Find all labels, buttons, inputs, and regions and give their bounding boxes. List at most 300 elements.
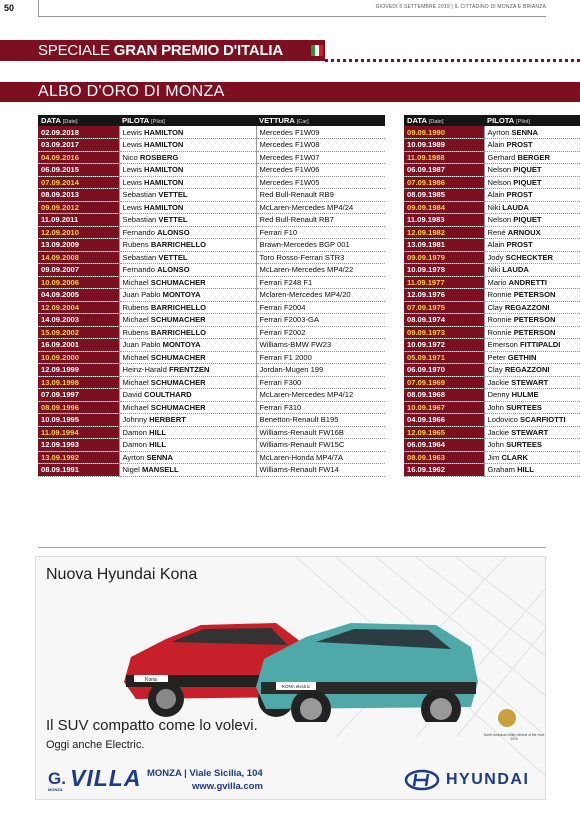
driver-name — [484, 376, 580, 389]
driver-last-name: FRENTZEN — [168, 365, 210, 375]
driver-name — [484, 414, 580, 427]
driver-last-name: PETERSON — [513, 327, 556, 337]
driver-first-name: Alain — [487, 190, 505, 200]
page-header — [0, 0, 580, 26]
car-model: McLaren-Honda MP4/7A — [256, 451, 385, 464]
driver-name — [484, 189, 580, 202]
award-caption: North American Utility Vehicle of the Year 2019 — [484, 733, 544, 741]
driver-last-name: STEWART — [511, 427, 549, 437]
race-date: 09.09.1990 — [404, 126, 484, 139]
table-row — [404, 439, 580, 452]
table-row — [404, 139, 580, 152]
table-row — [404, 301, 580, 314]
driver-name — [119, 464, 256, 477]
hyundai-wordmark: HYUNDAI — [446, 771, 530, 788]
race-date: 10.09.1989 — [404, 139, 484, 152]
driver-last-name: BARRICHELLO — [150, 240, 207, 250]
car-model: Ferrari F1 2000 — [256, 351, 385, 364]
table-row — [404, 189, 580, 202]
driver-name — [119, 126, 256, 139]
driver-name — [119, 414, 256, 427]
driver-first-name: John — [487, 402, 504, 412]
driver-first-name: Lewis — [122, 127, 142, 137]
race-date: 12.09.1982 — [404, 226, 484, 239]
driver-first-name: Alain — [487, 240, 505, 250]
driver-last-name: VETTEL — [158, 190, 188, 200]
driver-last-name: GETHIN — [507, 352, 537, 362]
car-model: Mclaren-Mercedes MP4/20 — [256, 289, 385, 302]
driver-first-name: Rubens — [122, 240, 149, 250]
albo-doro-title: ALBO D'ORO DI MONZA — [38, 83, 225, 100]
driver-last-name: STEWART — [511, 377, 549, 387]
race-date: 10.09.2000 — [38, 351, 119, 364]
table-row — [404, 389, 580, 402]
car-model: Ferrari F248 F1 — [256, 276, 385, 289]
car-model: Williams-Renault FW15C — [256, 439, 385, 452]
table-row — [404, 314, 580, 327]
table-row — [38, 439, 385, 452]
car-model: Ferrari F2002 — [256, 326, 385, 339]
driver-last-name: LAUDA — [502, 265, 529, 275]
table-header-row — [404, 115, 580, 126]
driver-first-name: Nelson — [487, 215, 512, 225]
driver-name — [484, 314, 580, 327]
driver-last-name: BARRICHELLO — [150, 327, 207, 337]
driver-first-name: Fernando — [122, 265, 156, 275]
dealer-g: G. — [48, 769, 66, 788]
driver-last-name: HAMILTON — [144, 202, 184, 212]
driver-last-name: CLARK — [501, 452, 529, 462]
driver-first-name: Niki — [487, 265, 501, 275]
winners-table-right — [404, 115, 580, 477]
driver-first-name: Lewis — [122, 202, 142, 212]
award-badge-icon — [496, 707, 518, 729]
race-date: 08.09.1996 — [38, 401, 119, 414]
page-number: 50 — [4, 3, 15, 13]
car-model: McLaren-Mercedes MP4/24 — [256, 201, 385, 214]
subtitle-banner — [0, 82, 580, 102]
table-row — [404, 414, 580, 427]
driver-name — [119, 364, 256, 377]
driver-name — [119, 351, 256, 364]
driver-first-name: Nigel — [122, 465, 140, 475]
race-date: 09.09.1984 — [404, 201, 484, 214]
driver-last-name: HILL — [149, 427, 166, 437]
driver-last-name: PROST — [506, 240, 533, 250]
table-row — [404, 339, 580, 352]
race-date: 10.09.1972 — [404, 339, 484, 352]
car-model: Red Bull-Renault RB9 — [256, 189, 385, 202]
driver-name — [119, 439, 256, 452]
table-row — [404, 364, 580, 377]
table-row — [38, 389, 385, 402]
italian-flag-icon — [311, 45, 323, 56]
table-row — [404, 214, 580, 227]
race-date: 04.09.2005 — [38, 289, 119, 302]
driver-last-name: PETERSON — [513, 290, 556, 300]
driver-first-name: Alain — [487, 140, 505, 150]
driver-name — [119, 189, 256, 202]
driver-name — [119, 139, 256, 152]
driver-first-name: Sebastian — [122, 190, 157, 200]
table-row — [404, 164, 580, 177]
race-date: 07.09.1975 — [404, 301, 484, 314]
driver-first-name: Denny — [487, 390, 510, 400]
table-row — [38, 176, 385, 189]
race-date: 06.09.1964 — [404, 439, 484, 452]
race-date: 08.09.1974 — [404, 314, 484, 327]
driver-name — [484, 226, 580, 239]
table-row — [38, 201, 385, 214]
table-row — [38, 289, 385, 302]
race-date: 12.09.1965 — [404, 426, 484, 439]
car-model: Mercedes F1W08 — [256, 139, 385, 152]
driver-name — [119, 426, 256, 439]
driver-last-name: SCHUMACHER — [150, 352, 206, 362]
race-date: 14.09.2003 — [38, 314, 119, 327]
pilot-header: PILOTA [Pilot] — [119, 115, 256, 126]
table-row — [38, 251, 385, 264]
driver-name — [119, 389, 256, 402]
driver-last-name: COULTHARD — [144, 390, 192, 400]
car-illustration — [106, 587, 486, 722]
table-row — [38, 189, 385, 202]
driver-name — [119, 164, 256, 177]
driver-last-name: MONTOYA — [162, 290, 201, 300]
table-row — [38, 414, 385, 427]
driver-first-name: Nelson — [487, 165, 512, 175]
driver-first-name: Jim — [487, 452, 500, 462]
table-row — [404, 376, 580, 389]
table-row — [404, 176, 580, 189]
race-date: 12.09.1976 — [404, 289, 484, 302]
driver-first-name: Heinz-Harald — [122, 365, 167, 375]
table-row — [38, 364, 385, 377]
driver-last-name: SCHUMACHER — [150, 377, 206, 387]
dealer-website: www.gvilla.com — [192, 781, 263, 792]
race-date: 06.09.1970 — [404, 364, 484, 377]
table-row — [404, 126, 580, 139]
driver-first-name: Lewis — [122, 165, 142, 175]
section-divider — [38, 547, 546, 548]
driver-name — [484, 464, 580, 477]
driver-last-name: FITTIPALDI — [520, 340, 561, 350]
table-row — [38, 451, 385, 464]
table-row — [38, 214, 385, 227]
driver-last-name: HULME — [511, 390, 539, 400]
driver-name — [484, 389, 580, 402]
dealer-monza: MONZA — [48, 787, 63, 792]
race-date: 07.09.1969 — [404, 376, 484, 389]
driver-first-name: Damon — [122, 440, 147, 450]
table-row — [404, 326, 580, 339]
ad-slogan-electric: Oggi anche Electric. — [46, 739, 145, 751]
car-model: Williams-Renault FW16B — [256, 426, 385, 439]
race-date: 09.09.2007 — [38, 264, 119, 277]
car-model: Mercedes F1W05 — [256, 176, 385, 189]
race-date: 07.09.1986 — [404, 176, 484, 189]
driver-first-name: Sebastian — [122, 252, 157, 262]
driver-name — [119, 251, 256, 264]
table-row — [38, 126, 385, 139]
race-date: 02.09.2018 — [38, 126, 119, 139]
driver-last-name: HAMILTON — [144, 165, 184, 175]
race-date: 13.09.1992 — [38, 451, 119, 464]
driver-first-name: Johnny — [122, 415, 147, 425]
table-row — [404, 289, 580, 302]
race-date: 04.09.1966 — [404, 414, 484, 427]
driver-first-name: Peter — [487, 352, 506, 362]
driver-last-name: SCHUMACHER — [150, 402, 206, 412]
race-date: 12.09.1993 — [38, 439, 119, 452]
driver-name — [484, 451, 580, 464]
date-header: DATA [Date] — [404, 115, 484, 126]
race-date: 08.09.2013 — [38, 189, 119, 202]
race-date: 13.09.1998 — [38, 376, 119, 389]
car-model: Jordan-Mugen 199 — [256, 364, 385, 377]
banner-ticks — [325, 59, 580, 62]
speciale-label: SPECIALE — [38, 42, 110, 59]
driver-name — [484, 326, 580, 339]
driver-first-name: Rubens — [122, 302, 149, 312]
driver-first-name: Ayrton — [487, 127, 510, 137]
driver-name — [484, 139, 580, 152]
driver-name — [119, 239, 256, 252]
race-date: 09.09.1979 — [404, 251, 484, 264]
table-row — [404, 151, 580, 164]
driver-first-name: René — [487, 227, 506, 237]
driver-first-name: Michael — [122, 402, 149, 412]
driver-first-name: Lewis — [122, 140, 142, 150]
race-date: 06.09.1987 — [404, 164, 484, 177]
winners-table-left — [38, 115, 385, 477]
driver-first-name: Lewis — [122, 177, 142, 187]
driver-last-name: ALONSO — [157, 227, 190, 237]
table-row — [38, 239, 385, 252]
driver-last-name: LAUDA — [502, 202, 529, 212]
driver-name — [484, 251, 580, 264]
header-divider — [38, 0, 39, 17]
driver-last-name: SURTEES — [506, 402, 542, 412]
header-meta: GIOVEDÌ 5 SETTEMBRE 2019 | IL CITTADINO DI MONZA E BRIANZA — [375, 4, 546, 10]
driver-last-name: MONTOYA — [162, 340, 201, 350]
table-row — [38, 351, 385, 364]
car-model: Ferrari F2003-GA — [256, 314, 385, 327]
driver-first-name: Ronnie — [487, 327, 512, 337]
hyundai-logo — [404, 769, 544, 791]
driver-first-name: Michael — [122, 377, 149, 387]
driver-first-name: Jackie — [487, 377, 510, 387]
race-date: 05.09.1971 — [404, 351, 484, 364]
race-date: 03.09.2017 — [38, 139, 119, 152]
driver-first-name: Ronnie — [487, 290, 512, 300]
car-model: McLaren-Mercedes MP4/22 — [256, 264, 385, 277]
table-row — [38, 264, 385, 277]
driver-name — [119, 201, 256, 214]
driver-last-name: HAMILTON — [144, 127, 184, 137]
driver-last-name: VETTEL — [158, 215, 188, 225]
driver-last-name: PIQUET — [513, 177, 542, 187]
race-date: 09.09.1973 — [404, 326, 484, 339]
table-row — [38, 426, 385, 439]
driver-name — [119, 339, 256, 352]
car-model: Williams-Renault FW14 — [256, 464, 385, 477]
driver-first-name: David — [122, 390, 142, 400]
table-row — [38, 326, 385, 339]
driver-last-name: SENNA — [511, 127, 539, 137]
race-date: 10.09.1978 — [404, 264, 484, 277]
table-row — [38, 301, 385, 314]
driver-last-name: BARRICHELLO — [150, 302, 207, 312]
car-header: VETTURA [Car] — [256, 115, 385, 126]
driver-first-name: Nico — [122, 152, 138, 162]
hyundai-emblem-icon — [404, 769, 440, 791]
header-rule — [38, 16, 546, 17]
race-date: 12.09.1999 — [38, 364, 119, 377]
ad-slogan: Il SUV compatto come lo volevi. — [46, 717, 258, 734]
table-row — [404, 264, 580, 277]
driver-first-name: Niki — [487, 202, 501, 212]
car-model: Toro Rosso-Ferrari STR3 — [256, 251, 385, 264]
race-date: 10.09.1995 — [38, 414, 119, 427]
race-date: 11.09.1983 — [404, 214, 484, 227]
driver-name — [119, 289, 256, 302]
race-date: 12.09.2010 — [38, 226, 119, 239]
driver-name — [119, 451, 256, 464]
driver-first-name: Fernando — [122, 227, 156, 237]
race-date: 07.09.2014 — [38, 176, 119, 189]
driver-last-name: PROST — [506, 140, 533, 150]
car-model: Brawn-Mercedes BGP 001 — [256, 239, 385, 252]
race-date: 04.09.2016 — [38, 151, 119, 164]
dealer-address: MONZA | Viale Sicilia, 104 — [147, 768, 263, 779]
table-row — [404, 201, 580, 214]
car-model: Ferrari F310 — [256, 401, 385, 414]
driver-last-name: PIQUET — [513, 215, 542, 225]
ad-title: Nuova Hyundai Kona — [46, 566, 198, 583]
table-row — [38, 151, 385, 164]
table-row — [404, 426, 580, 439]
driver-first-name: Clay — [487, 365, 503, 375]
gran-premio-title: GRAN PREMIO D'ITALIA — [113, 42, 284, 59]
driver-last-name: HILL — [149, 440, 166, 450]
driver-name — [484, 364, 580, 377]
driver-last-name: MANSELL — [141, 465, 179, 475]
table-row — [404, 451, 580, 464]
driver-name — [484, 301, 580, 314]
table-row — [38, 376, 385, 389]
race-date: 16.09.1962 — [404, 464, 484, 477]
date-header: DATA [Date] — [38, 115, 119, 126]
table-row — [38, 276, 385, 289]
driver-last-name: HILL — [517, 465, 534, 475]
driver-name — [484, 426, 580, 439]
driver-name — [484, 126, 580, 139]
driver-first-name: Damon — [122, 427, 147, 437]
driver-name — [119, 176, 256, 189]
driver-name — [484, 151, 580, 164]
car-model: Benetton-Renault B195 — [256, 414, 385, 427]
table-row — [404, 401, 580, 414]
driver-name — [484, 264, 580, 277]
race-date: 15.09.2002 — [38, 326, 119, 339]
section-title — [38, 42, 283, 59]
race-date: 11.09.1977 — [404, 276, 484, 289]
car-model: Ferrari F300 — [256, 376, 385, 389]
driver-first-name: Jody — [487, 252, 504, 262]
driver-last-name: REGAZZONI — [504, 302, 550, 312]
driver-last-name: ANDRETTI — [508, 277, 548, 287]
table-row — [404, 464, 580, 477]
driver-first-name: Graham — [487, 465, 515, 475]
table-row — [38, 314, 385, 327]
pilot-header: PILOTA [Pilot] — [484, 115, 580, 126]
driver-first-name: Michael — [122, 315, 149, 325]
race-date: 06.09.2015 — [38, 164, 119, 177]
driver-last-name: SCHUMACHER — [150, 277, 206, 287]
driver-last-name: SCARFIOTTI — [520, 415, 566, 425]
car-model: McLaren-Mercedes MP4/12 — [256, 389, 385, 402]
race-date: 11.09.1994 — [38, 426, 119, 439]
driver-last-name: HAMILTON — [144, 177, 184, 187]
driver-last-name: ROSBERG — [139, 152, 179, 162]
car-model: Mercedes F1W06 — [256, 164, 385, 177]
race-date: 10.09.2006 — [38, 276, 119, 289]
race-date: 08.09.1963 — [404, 451, 484, 464]
driver-name — [484, 276, 580, 289]
driver-name — [119, 264, 256, 277]
driver-name — [484, 176, 580, 189]
driver-name — [484, 401, 580, 414]
driver-first-name: Jackie — [487, 427, 510, 437]
driver-name — [484, 214, 580, 227]
car-model: Ferrari F2004 — [256, 301, 385, 314]
driver-last-name: PIQUET — [513, 165, 542, 175]
race-date: 09.09.2012 — [38, 201, 119, 214]
driver-first-name: Michael — [122, 277, 149, 287]
driver-last-name: PETERSON — [513, 315, 556, 325]
driver-name — [119, 314, 256, 327]
driver-name — [119, 301, 256, 314]
driver-last-name: SENNA — [146, 452, 174, 462]
race-date: 08.09.1991 — [38, 464, 119, 477]
table-row — [404, 251, 580, 264]
driver-name — [119, 214, 256, 227]
driver-first-name: Emerson — [487, 340, 518, 350]
driver-first-name: John — [487, 440, 504, 450]
table-row — [38, 139, 385, 152]
driver-name — [119, 326, 256, 339]
car-model: Mercedes F1W09 — [256, 126, 385, 139]
driver-last-name: REGAZZONI — [504, 365, 550, 375]
table-header-row — [38, 115, 385, 126]
race-date: 08.09.1985 — [404, 189, 484, 202]
driver-last-name: SCHUMACHER — [150, 315, 206, 325]
driver-name — [484, 289, 580, 302]
driver-last-name: ARNOUX — [507, 227, 541, 237]
section-banner — [0, 40, 325, 61]
driver-last-name: SURTEES — [506, 440, 542, 450]
race-date: 12.09.2004 — [38, 301, 119, 314]
car-model: Ferrari F10 — [256, 226, 385, 239]
driver-first-name: Sebastian — [122, 215, 157, 225]
plate-teal: KONA electric — [281, 684, 311, 689]
table-row — [38, 226, 385, 239]
race-date: 13.09.2009 — [38, 239, 119, 252]
driver-last-name: PROST — [506, 190, 533, 200]
race-date: 08.09.1968 — [404, 389, 484, 402]
driver-first-name: Juan Pablo — [122, 340, 161, 350]
